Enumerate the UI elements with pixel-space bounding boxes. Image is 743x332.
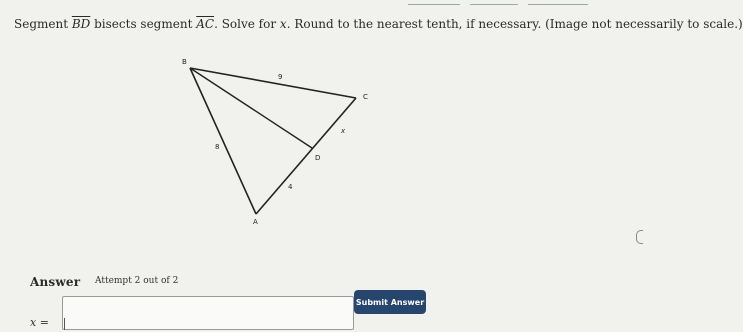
question-text	[14, 16, 743, 32]
question-variable: x	[279, 17, 287, 31]
question-suffix: . Round to the nearest tenth, if necessary. (Imag	[286, 17, 581, 31]
label-d: D	[315, 154, 321, 162]
label-side-da: 4	[288, 183, 293, 191]
answer-input[interactable]	[62, 296, 354, 330]
label-side-ba: 8	[215, 143, 220, 151]
text-cursor	[64, 318, 65, 330]
question-after: . Solve for	[214, 17, 280, 31]
top-tab-1[interactable]	[408, 0, 460, 5]
answer-input-prefix: x =	[30, 316, 49, 329]
question-middle: bisects segment	[90, 17, 197, 31]
top-bar	[0, 0, 646, 6]
question-prefix: Segment	[14, 17, 72, 31]
submit-answer-button[interactable]: Submit Answer	[354, 290, 426, 314]
label-c: C	[363, 93, 368, 101]
side-ca	[256, 98, 356, 214]
question-suffix-tail: e not necessarily to scale.)	[580, 17, 743, 31]
top-tab-3[interactable]	[528, 0, 588, 5]
segment-ac: $\overline{AC}$	[196, 17, 215, 31]
segment-bd: $\overline{BD}$	[71, 17, 91, 31]
answer-heading: Answer	[30, 275, 81, 289]
triangle-figure	[160, 52, 390, 232]
attempt-counter: Attempt 2 out of 2	[95, 276, 179, 286]
label-side-cd: x	[341, 127, 346, 135]
label-a: A	[253, 218, 258, 226]
side-drawer-handle[interactable]	[636, 230, 643, 244]
side-bc	[190, 68, 356, 98]
label-b: B	[182, 58, 187, 66]
top-tab-2[interactable]	[470, 0, 518, 5]
label-side-bc: 9	[278, 73, 283, 81]
